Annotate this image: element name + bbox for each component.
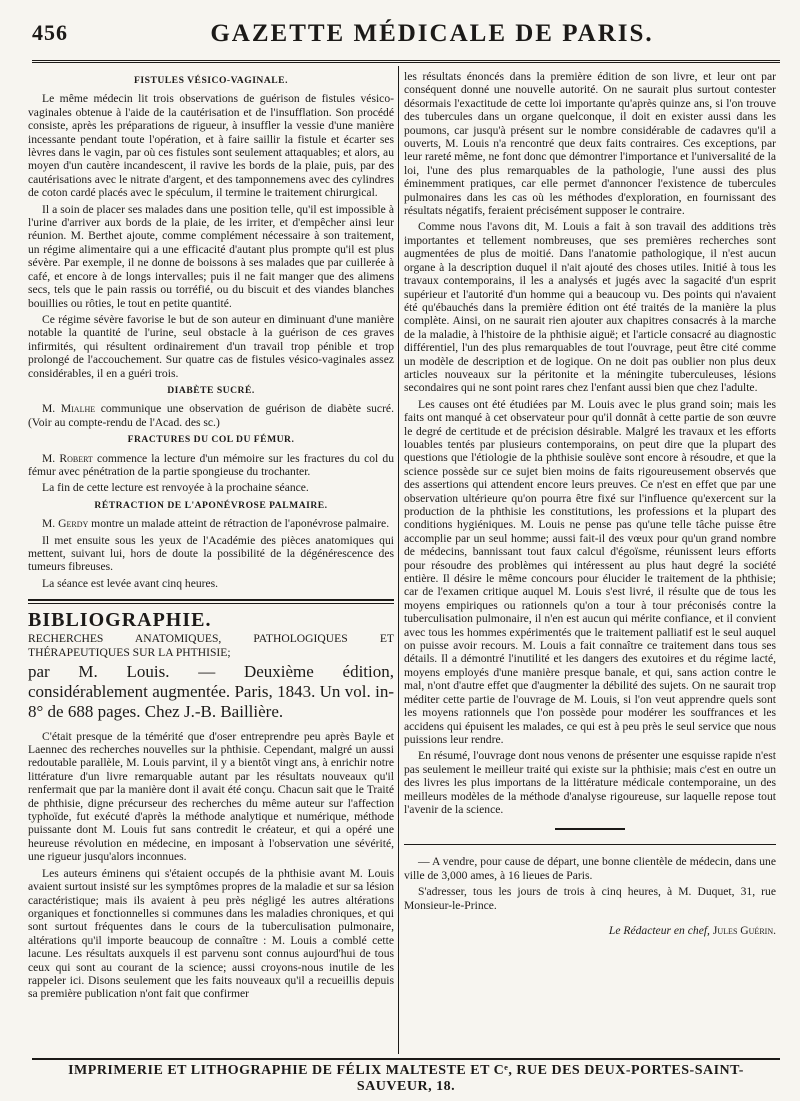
paragraph-text: commence la lecture d'un mémoire sur les fractures du col du fémur avec pénétration de la partie spongieuse du trochanter. xyxy=(28,451,394,478)
book-details: par M. Louis. — Deuxième édition, considérablement augmentée. Paris, 1843. Un vol. in-8° de 688 pages. Chez J.-B. Baillière. xyxy=(28,661,394,721)
header-rule xyxy=(32,60,780,63)
paragraph: Les auteurs éminens qui s'étaient occupés de la phthisie avant M. Louis avaient surtout insisté sur les symptômes propres de la maladie et sur sa lésion caractéristique; mais ils avaient à peu près négligé les autres altérations organiques et fonctionnelles si communes dans les maladies chroniques, et qui sont surtout fréquentes dans le cours de la tuberculisation pulmonaire, altérations qu'il importe beaucoup de connaître : M. Louis a comblé cette lacune. Les résultats auxquels il est parvenu sont connus aujourd'hui de tous ceux qui sont au courant de la science; aussi croyons-nous inutile de les rappeler ici. Disons seulement que les faits nouveaux qu'il a recueillis depuis sa première publication n'ont fait que confirmer xyxy=(28,866,394,1001)
paragraph: M. Gerdy montre un malade atteint de rétraction de l'aponévrose palmaire. xyxy=(42,517,390,531)
right-column xyxy=(404,70,776,937)
author-name: Mialhe xyxy=(60,402,96,416)
paragraph: les résultats énoncés dans la première édition de son livre, et leur ont par conséquent donné une nouvelle autorité. On ne saurait plus surtout contester désormais l'exactitude de cette loi importante qu'après quinze ans, si l'on trouve des tubercules dans un organe quelconque, il doit en exister aussi dans les poumons, car jusqu'à présent sur le nombre considérable de cadavres qu'il a ouverts, M. Louis n'a rencontré que deux faits contraires. Ces exceptions, par leur rareté même, ne font donc que démontrer l'importance et l'universalité de la loi, l'une des plus remarquables de la pathologie, l'une aussi des plus éminemment pratiques, car elle permet d'annoncer l'existence de tubercules pulmonaires dans les cas où les méthodes d'exploration, en fournissant des résultats négatifs, feraient précisément supposer le contraire. xyxy=(404,70,776,218)
paragraph: Il a soin de placer ses malades dans une position telle, qu'il est impossible à l'urine d'arriver aux bords de la plaie, de les irriter, et d'empêcher ainsi leur réunion. M. Berthet ajoute, comme complément nécessaire à son traitement, un régime alimentaire qui a une efficacité d'autant plus prompte qu'il est plus sévère. Par exemple, il ne donne de boissons à ses malades que par cuillerée à café, et encore à de longs intervalles; puis il ne fait manger que des alimens secs, tels que le pain rassis ou torréfié, ou du biscuit et des viandes blanches bouillies ou rôties, le tout en petite quantité. xyxy=(28,202,394,310)
left-column xyxy=(28,70,394,1004)
section-heading-fistules: FISTULES VÉSICO-VAGINALE. xyxy=(134,75,288,86)
section-divider xyxy=(28,599,394,604)
paragraph: M. Mialhe communique une observation de guérison de diabète sucré. (Voir au compte-rendu de l'Acad. des sc.) xyxy=(28,402,394,429)
signature-label: Le Rédacteur en chef, xyxy=(608,923,710,937)
paragraph: La séance est levée avant cinq heures. xyxy=(42,576,219,590)
paragraph: Le même médecin lit trois observations de guérison de fistules vésico-vaginales obtenue à l'aide de la cautérisation et de l'insufflation. Son procédé consiste, après les préparations de rigueur, à insuffler la vessie d'une manière incessante pendant toute l'opération, et à faire saillir la fistule et écarter ses lèvres dans le vagin, par où ces fistules sont seulement attaquables; et alors, au moyen d'un cautère incandescent, il ravive les bords de la plaie, puis, par des cautérisations avec le nitrate d'argent, et des tamponnemens avec des cylindres de coton cardé placés avec le spéculum, il termine le traitement chirurgical. xyxy=(28,92,394,200)
paragraph-text: montre un malade atteint de rétraction de l'aponévrose palmaire. xyxy=(91,517,390,531)
paragraph-text: communique une observation de guérison de diabète sucré. (Voir au compte-rendu de l'Acad. des sc.) xyxy=(28,402,394,429)
section-heading-retraction: RÉTRACTION DE L'APONÉVROSE PALMAIRE. xyxy=(94,499,328,511)
page-header xyxy=(32,20,780,54)
section-heading-fractures: FRACTURES DU COL DU FÉMUR. xyxy=(127,434,295,446)
paragraph: C'était presque de la témérité que d'oser entreprendre peu après Bayle et Laennec des recherches nouvelles sur la phthisie. Cependant, malgré un aussi redoutable parallèle, M. Louis parvint, il y a bientôt vingt ans, à enrichir notre littérature d'un livre remarquable autant par les résultats nouveaux qu'il renfermait que par la manière dont il avait été conçu. Chacun sait que le Traité de phthisie, digne précurseur des recherches du même auteur sur l'affection typhoïde, fut exécuté d'après la méthode analytique et numérique, méthode puissante dont M. Louis fut sans contredit le créateur, et qui a opéré une heureuse révolution en médecine, en imposant à l'observation une sévérité, une rigueur jusqu'alors inconnues. xyxy=(28,729,394,864)
author-name: Gerdy xyxy=(58,517,89,531)
column-divider xyxy=(398,66,399,1054)
paragraph: En résumé, l'ouvrage dont nous venons de présenter une esquisse rapide n'est pas seulement le meilleur traité qui existe sur la phthisie; mais c'est en outre un des livres les plus importans de la littérature médicale contemporaine, un des meilleurs modèles de la méthode d'analyse rigoureuse, sur laquelle repose tout l'avenir de la science. xyxy=(404,749,776,816)
paragraph: Ce régime sévère favorise le but de son auteur en diminuant d'une manière notable la quantité de l'urine, seul obstacle à la guérison de ces graves infirmités, qui résultent ordinairement d'un travail trop pénible et trop prolongé de l'accouchement. Sur quatre cas de fistules vésico-vaginales assez considérables, il en a guéri trois. xyxy=(28,312,394,380)
book-title: RECHERCHES ANATOMIQUES, PATHOLOGIQUES ET THÉRAPEUTIQUES SUR LA PHTHISIE; xyxy=(28,631,394,659)
paragraph: Il met ensuite sous les yeux de l'Académie des pièces anatomiques qui mettent, suivant lui, hors de doute la possibilité de la dégénérescence des tumeurs fibreuses. xyxy=(28,533,394,574)
editor-signature xyxy=(404,924,776,937)
author-name: Robert xyxy=(59,451,93,465)
paragraph: Les causes ont été étudiées par M. Louis avec le plus grand soin; mais les faits ont manqué à cet observateur pour qu'il donnât à cette partie de son œuvre le degré de certitude et de précision désirable. Malgré les travaux et les efforts louables tentés par plusieurs contemporains, on peut dire que la plupart des questions que l'étiologie de la phthisie soulève sont encore à résoudre, et que la science possède sur ce sujet bien moins de faits rigoureusement observés que des assertions qui attendent encore leurs preuves. Ce n'est en effet que par une observation ultérieure qu'on pourra être fixé sur l'influence qu'exercent sur la production de la phthisie les constitutions, les professions et la plupart des conditions hygiéniques. M. Louis ne pense pas qu'une telle tâche puisse être accomplie par un seul homme; aussi fait-il des vœux pour qu'un grand nombre de médecins, bannissant tout faux calcul d'égoïsme, réunissent leurs efforts pour résoudre des problèmes qui intéressent au plus haut degré la société entière. Il désire le même concours pour élucider le traitement de la phthisie; car de l'examen critique auquel M. Louis s'est livré, il résulte que de tous les moyens empiriques ou rationnels qu'on a tour à tour préconisés contre la tuberculisation pulmonaire, il n'en est aucun qui mérite confiance, et il convient avec tous les hommes expérimentés que le traitement palliatif est le seul auquel on puisse avoir recours. M. Louis a fait connaître ce traitement dans tous ses détails. Il a démontré l'inutilité et les dangers des exutoires et du régime lacté, moyens employés d'une manière presque banale, et qui, sans action contre le mal, n'ont d'autre effet que d'augmenter la débilité des sujets. On ne saurait trop méditer cette partie de l'ouvrage de M. Louis, si l'on veut apprendre quels sont les moyens rationnels que l'on possède pour modérer les souffrances et les accidens qui épuisent les malades, ce qui est à peu près le seul service que nous puissions leur rendre. xyxy=(404,397,776,746)
paragraph: Comme nous l'avons dit, M. Louis a fait à son travail des additions très importantes et tellement nombreuses, que ses premières recherches sont augmentées de plus de moitié. Dans l'anatomie pathologique, il n'est aucun organe à la description duquel il n'ait ajouté des choses utiles. Initié à tous les travaux contemporains, il les a analysés et jugés avec la sagacité d'un esprit supérieur et l'autorité d'un homme qui a beaucoup vu. Des points qui n'avaient été qu'ébauchés dans la première édition ont été traités de la manière la plus complète. Ainsi, on ne saurait rien ajouter aux chapitres consacrés à la marche de la maladie, à l'histoire de la phthisie aiguë; et l'article consacré au diagnostic différentiel, l'un des plus remarquables de tout l'ouvrage, peut être cité comme un modèle de description et de logique. On ne doit pas oublier non plus deux articles nouveaux sur la péritonite et la méningite tuberculeuses, lésions secondaires qui ne sont point rares chez l'enfant aussi bien que chez l'adulte. xyxy=(404,220,776,395)
signature-name: Jules Guérin. xyxy=(712,923,776,937)
imprint-footer: IMPRIMERIE ET LITHOGRAPHIE DE FÉLIX MALTESTE ET Cᵉ, RUE DES DEUX-PORTES-SAINT-SAUVEUR, 18. xyxy=(68,1063,744,1094)
paragraph: M. Robert commence la lecture d'un mémoire sur les fractures du col du fémur avec pénétration de la partie spongieuse du trochanter. xyxy=(28,451,394,478)
paragraph: La fin de cette lecture est renvoyée à la prochaine séance. xyxy=(42,481,309,495)
advertisement: S'adresser, tous les jours de trois à cinq heures, à M. Duquet, 31, rue Monsieur-le-Prince. xyxy=(404,885,776,912)
page-number: 456 xyxy=(32,20,68,45)
section-heading-diabete: DIABÈTE SUCRÉ. xyxy=(167,384,255,396)
footer-rule xyxy=(32,1058,780,1060)
bibliography-heading: BIBLIOGRAPHIE. xyxy=(28,609,212,632)
advertisement: — A vendre, pour cause de départ, une bonne clientèle de médecin, dans une ville de 3,000 ames, à 16 lieues de Paris. xyxy=(404,855,776,882)
page-title: GAZETTE MÉDICALE DE PARIS. xyxy=(210,20,654,47)
short-divider xyxy=(555,828,625,830)
divider xyxy=(404,844,776,845)
